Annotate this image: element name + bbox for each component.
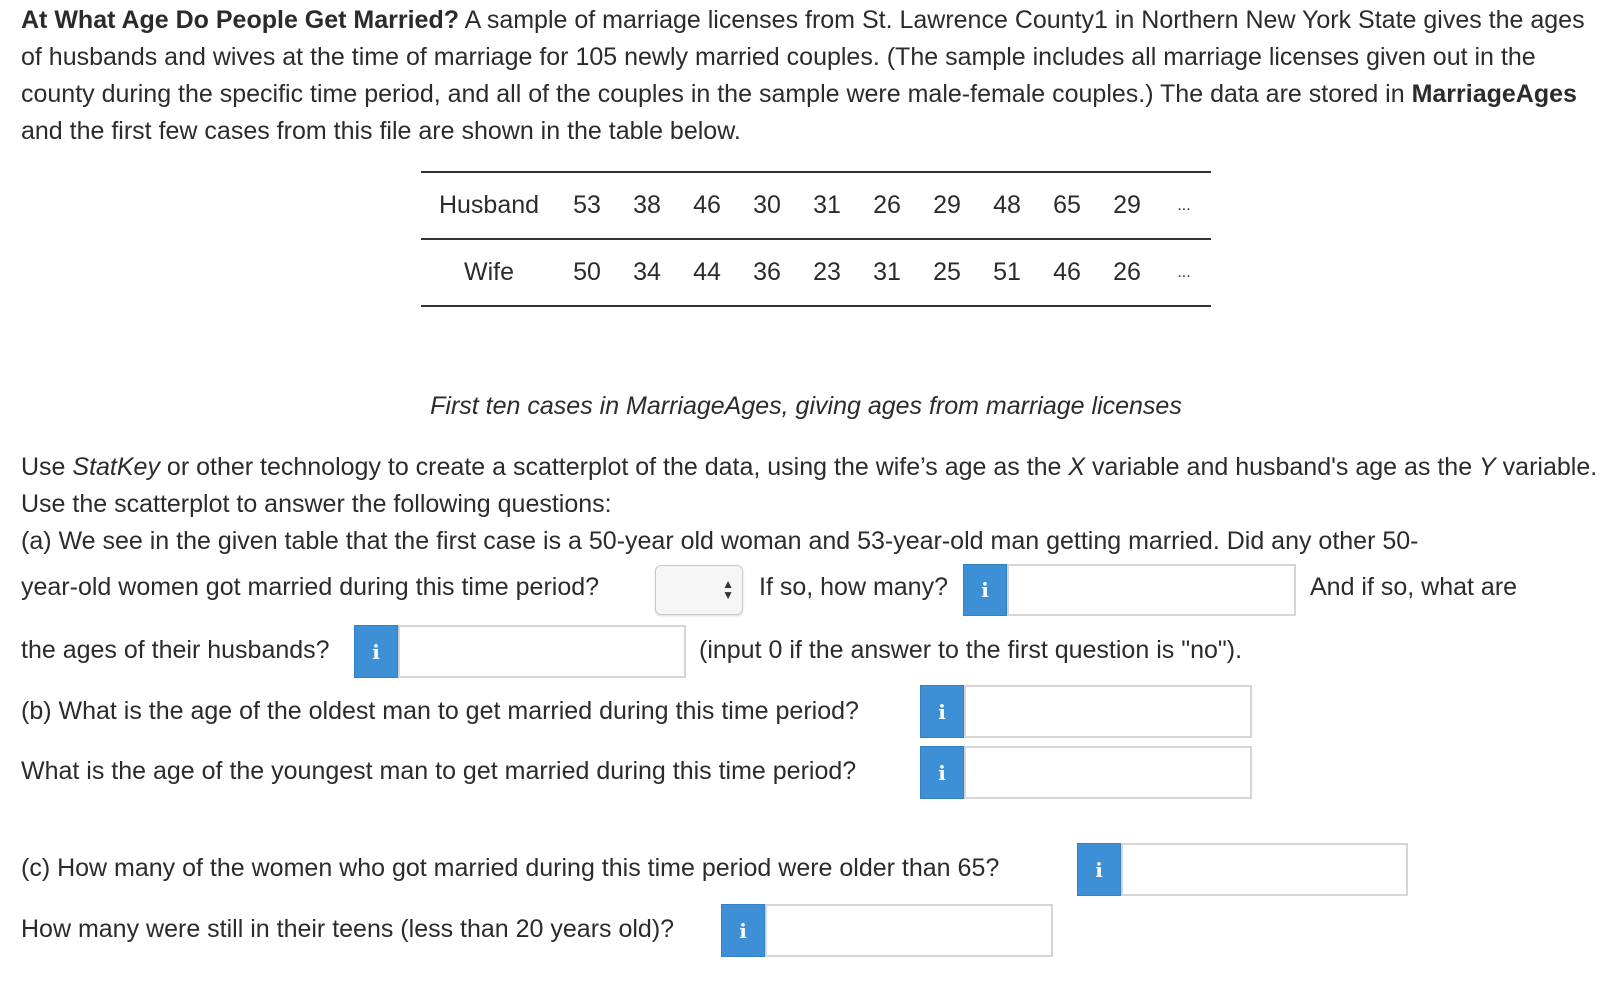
table-cell: 30 bbox=[737, 172, 797, 239]
older-than-65-input[interactable] bbox=[1121, 843, 1408, 896]
problem-title: At What Age Do People Get Married? bbox=[21, 6, 460, 34]
info-icon[interactable]: i bbox=[963, 564, 1007, 616]
table-caption: First ten cases in MarriageAges, giving ages from marriage licenses bbox=[430, 392, 1182, 420]
table-cell: 26 bbox=[857, 172, 917, 239]
info-icon[interactable]: i bbox=[920, 685, 964, 738]
table-cell: 53 bbox=[557, 172, 617, 239]
table-cell: 38 bbox=[617, 172, 677, 239]
husband-ages-input[interactable] bbox=[398, 625, 686, 678]
table-cell: 65 bbox=[1037, 172, 1097, 239]
question-a-line2: year-old women got married during this time period? bbox=[21, 573, 600, 601]
tool-name: StatKey bbox=[72, 453, 160, 481]
x-variable: X bbox=[1068, 453, 1086, 481]
youngest-man-input[interactable] bbox=[964, 746, 1252, 799]
wife-row bbox=[421, 239, 1211, 306]
question-c-older65: (c) How many of the women who got married during this time period were older than 65? bbox=[21, 854, 1000, 882]
table-cell: 29 bbox=[1097, 172, 1157, 239]
and-if-label: And if so, what are bbox=[1310, 573, 1518, 601]
info-icon[interactable]: i bbox=[920, 746, 964, 799]
instr-text: or other technology to create a scatterplot of the data, using the wife’s age as the bbox=[159, 453, 1069, 481]
question-a-note: (input 0 if the answer to the first question is "no"). bbox=[699, 636, 1243, 664]
question-b-oldest: (b) What is the age of the oldest man to get married during this time period? bbox=[21, 697, 859, 725]
instr-text: variable and husband's age as the bbox=[1085, 453, 1480, 481]
table-cell: 31 bbox=[797, 172, 857, 239]
question-c-teens: How many were still in their teens (less than 20 years old)? bbox=[21, 915, 675, 943]
ellipsis: ... bbox=[1157, 172, 1211, 239]
row-label: Husband bbox=[421, 172, 557, 239]
table-cell: 51 bbox=[977, 239, 1037, 306]
yes-no-select[interactable] bbox=[655, 565, 743, 615]
how-many-label: If so, how many? bbox=[759, 573, 948, 601]
question-b-youngest: What is the age of the youngest man to get married during this time period? bbox=[21, 757, 857, 785]
question-a-line1: (a) We see in the given table that the first case is a 50-year old woman and 53-year-old man getting married. Did any other 50- bbox=[21, 527, 1419, 555]
ages-table bbox=[421, 171, 1211, 307]
intro-paragraph bbox=[21, 2, 1601, 150]
teens-input[interactable] bbox=[765, 904, 1053, 957]
table-cell: 50 bbox=[557, 239, 617, 306]
table-cell: 46 bbox=[1037, 239, 1097, 306]
info-icon[interactable]: i bbox=[721, 904, 765, 957]
instructions-paragraph bbox=[21, 449, 1601, 523]
question-a-line3: the ages of their husbands? bbox=[21, 636, 330, 664]
instr-text: Use bbox=[21, 453, 73, 481]
table-cell: 34 bbox=[617, 239, 677, 306]
table-cell: 48 bbox=[977, 172, 1037, 239]
row-label: Wife bbox=[421, 239, 557, 306]
intro-text-2: and the first few cases from this file are shown in the table below. bbox=[21, 117, 741, 145]
dataset-name: MarriageAges bbox=[1411, 80, 1577, 108]
oldest-man-input[interactable] bbox=[964, 685, 1252, 738]
table-cell: 31 bbox=[857, 239, 917, 306]
instr-text: variable. Use the scatterplot to answer the following questions: bbox=[21, 453, 1598, 518]
table-cell: 46 bbox=[677, 172, 737, 239]
table-cell: 36 bbox=[737, 239, 797, 306]
intro-text-1: A sample of marriage licenses from St. Lawrence County1 in Northern New York State gives the ages of husbands and wives at the time of marriage for 105 newly married couples. (The sample includes all marriage licenses given out in the county during the specific time period, and all of the couples in the sample were male-female couples.) The data are stored in bbox=[21, 6, 1585, 108]
y-variable: Y bbox=[1479, 453, 1496, 481]
updown-arrows-icon: ▲ ▼ bbox=[722, 577, 734, 602]
table-cell: 29 bbox=[917, 172, 977, 239]
husband-row bbox=[421, 172, 1211, 239]
table-cell: 25 bbox=[917, 239, 977, 306]
table-cell: 23 bbox=[797, 239, 857, 306]
info-icon[interactable]: i bbox=[1077, 843, 1121, 896]
how-many-input[interactable] bbox=[1007, 564, 1296, 616]
table-cell: 44 bbox=[677, 239, 737, 306]
ellipsis: ... bbox=[1157, 239, 1211, 306]
table-cell: 26 bbox=[1097, 239, 1157, 306]
info-icon[interactable]: i bbox=[354, 625, 398, 678]
